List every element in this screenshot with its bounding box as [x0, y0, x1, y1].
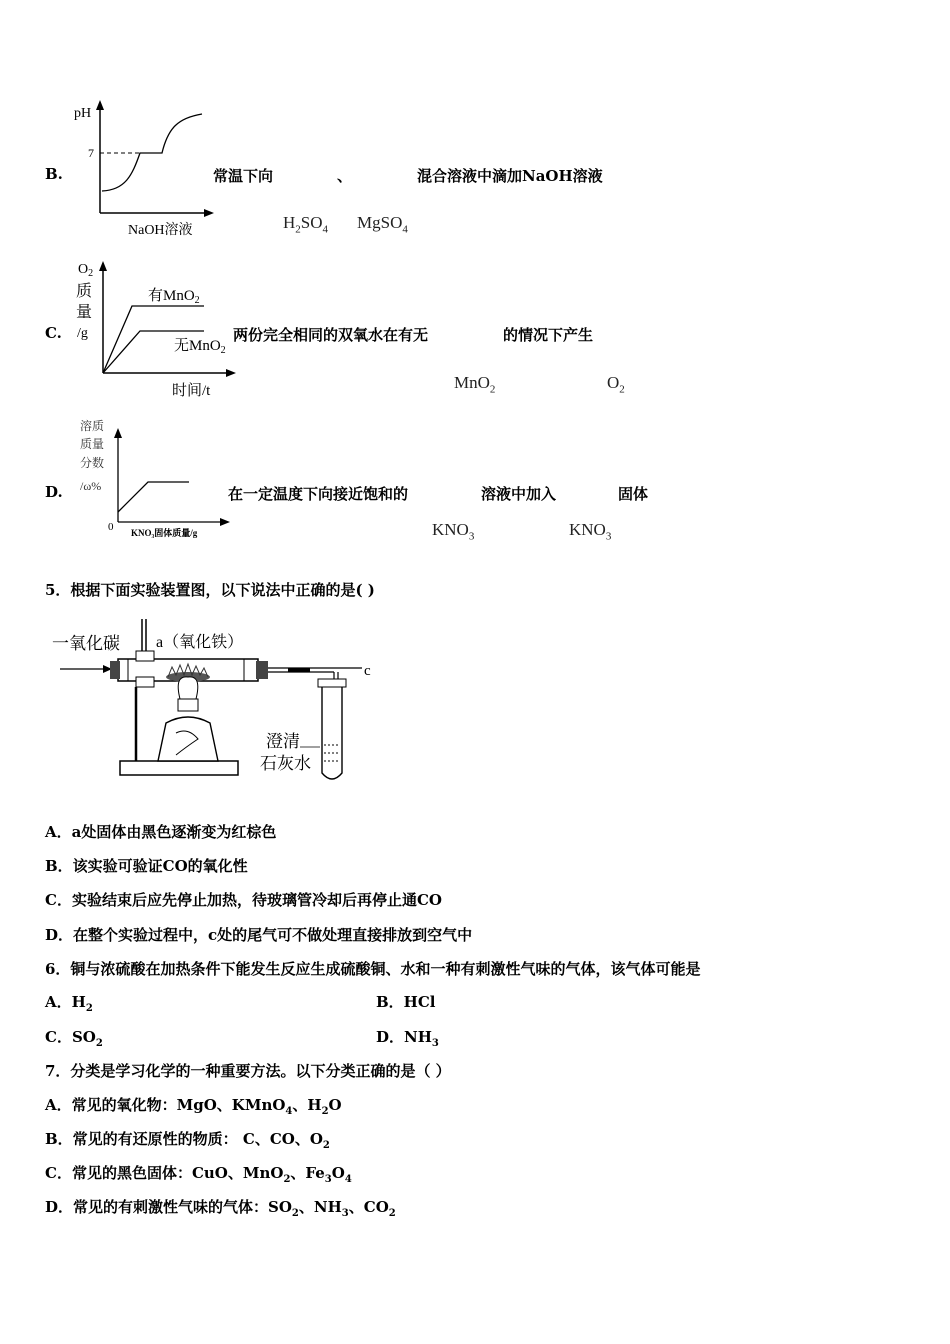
q7-option-b: B．常见的有还原性的物质： C、CO、$O_2$	[45, 1130, 330, 1151]
axis-label-mass: 质量	[80, 437, 105, 451]
q5-apparatus-figure	[48, 615, 388, 785]
q6-option-b: B．HCl	[376, 993, 436, 1011]
q7-option-d: D．常见的有刺激性气味的气体：$SO_2$、$NH_3$、$CO_2$	[45, 1198, 396, 1219]
formula-kno3-2: $KNO_3$	[569, 520, 612, 543]
option-d-solubility-graph	[74, 412, 234, 547]
option-b-text-2: 混合溶液中滴加NaOH溶液	[417, 167, 603, 185]
without-mno2-label: 无MnO$_2$	[174, 338, 226, 356]
limewater-label-2: 石灰水	[260, 754, 311, 773]
with-mno2-label: 有MnO$_2$	[148, 288, 200, 306]
option-c-text-1: 两份完全相同的双氧水在有无	[233, 326, 429, 344]
formula-mgso4: MgSO$_4$	[357, 213, 408, 236]
formula-mno2: MnO$_2$	[454, 373, 496, 396]
q6-stem: 6．铜与浓硫酸在加热条件下能发生反应生成硫酸铜、水和一种有刺激性气味的气体，该气体可能是	[45, 960, 701, 978]
option-c-o2-graph	[72, 256, 237, 401]
option-d-text-3: 固体	[618, 485, 649, 503]
q5-stem: 5．根据下面实验装置图，以下说法中正确的是( )	[45, 581, 375, 599]
q7-stem: 7．分类是学习化学的一种重要方法。以下分类正确的是（ ）	[45, 1062, 451, 1080]
co-label: 一氧化碳	[52, 634, 120, 653]
q6-option-c: C．$SO_2$	[45, 1028, 103, 1049]
axis-label-zhi: 质	[76, 283, 93, 300]
q5-option-c: C．实验结束后应先停止加热，待玻璃管冷却后再停止通CO	[45, 891, 442, 909]
outlet-c-label: c	[364, 663, 371, 679]
q5-option-b: B．该实验可验证CO的氧化性	[45, 857, 248, 875]
origin-label: 0	[108, 521, 114, 533]
q7-option-c: C．常见的黑色固体：CuO、MnO$_2$、$Fe_3O_4$	[45, 1164, 352, 1185]
q6-option-d: D．$NH_3$	[376, 1028, 439, 1049]
option-b-text-1: 常温下向	[213, 167, 274, 185]
axis-label-unit: /g	[77, 326, 88, 341]
iron-oxide-label: a（氧化铁）	[156, 634, 244, 651]
option-b-separator: 、	[337, 167, 353, 185]
q6-option-a: A．$H_2$	[45, 993, 93, 1014]
axis-label-omega: /ω%	[80, 479, 102, 493]
ph-tick-7: 7	[88, 146, 94, 160]
ph-axis-label: pH	[74, 106, 92, 121]
option-d-letter: D.	[45, 483, 63, 501]
axis-label-fraction: 分数	[80, 456, 105, 470]
axis-label-solute: 溶质	[80, 419, 105, 433]
kno3-axis-label: KNO₃固体质量/g	[131, 528, 198, 538]
axis-label-liang: 量	[76, 304, 93, 321]
q7-option-a: A．常见的氧化物：MgO、KMnO$_4$、$H_2O$	[45, 1096, 342, 1117]
formula-h2so4: $H_2SO_4$	[283, 213, 329, 236]
time-axis-label: 时间/t	[172, 383, 211, 399]
q5-option-d: D．在整个实验过程中，c处的尾气可不做处理直接排放到空气中	[45, 926, 473, 944]
naoh-axis-label: NaOH溶液	[128, 223, 193, 238]
option-c-text-2: 的情况下产生	[503, 326, 594, 344]
o2-axis-label: $O_2$	[78, 262, 94, 279]
formula-kno3-1: $KNO_3$	[432, 520, 475, 543]
option-c-letter: C.	[45, 324, 62, 342]
formula-o2: $O_2$	[607, 373, 625, 396]
option-d-text-1: 在一定温度下向接近饱和的	[228, 485, 409, 503]
option-b-ph-graph	[70, 98, 220, 238]
option-d-text-2: 溶液中加入	[481, 485, 557, 503]
limewater-label-1: 澄清	[266, 732, 300, 751]
option-b-letter: B.	[45, 165, 63, 183]
q5-option-a: A．a处固体由黑色逐渐变为红棕色	[45, 823, 277, 841]
